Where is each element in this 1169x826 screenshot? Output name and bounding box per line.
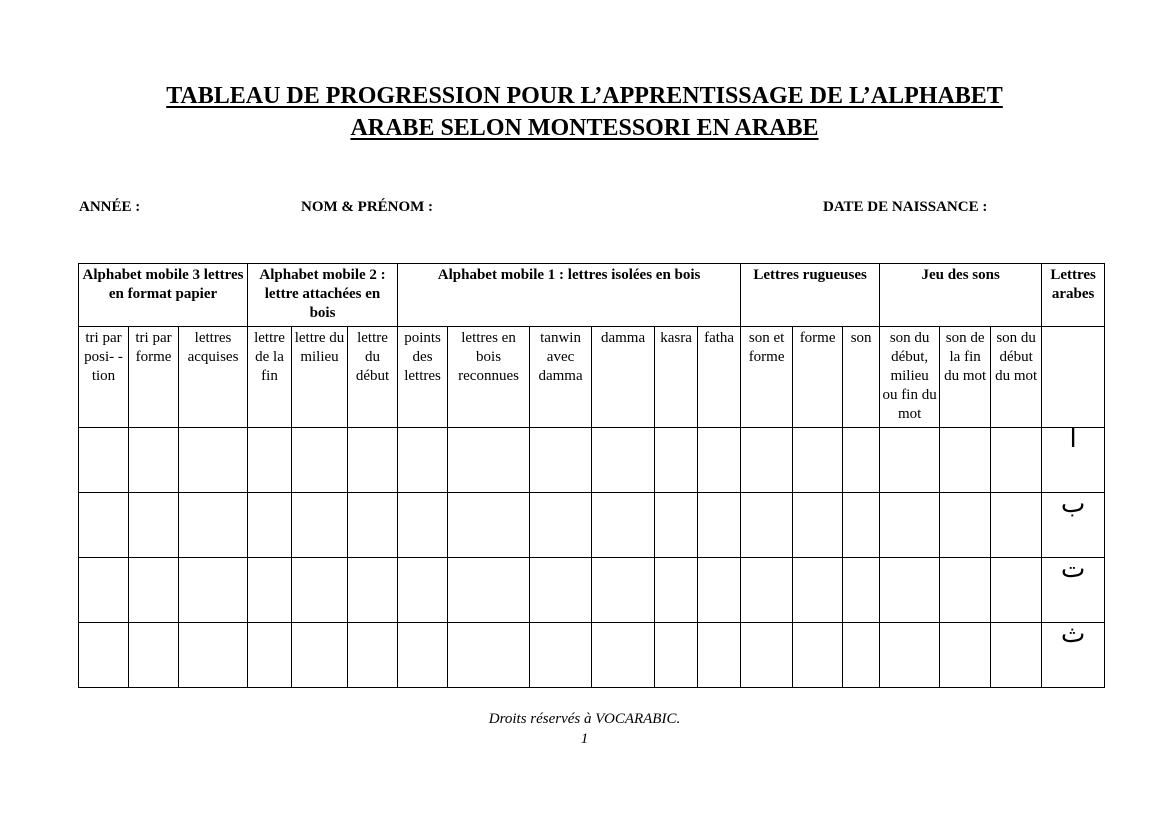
progress-cell[interactable] <box>592 493 655 558</box>
sub-forme: forme <box>793 327 843 428</box>
page-number: 1 <box>580 731 589 747</box>
progress-cell[interactable] <box>179 623 248 688</box>
progress-cell[interactable] <box>129 428 179 493</box>
progress-cell[interactable] <box>448 623 530 688</box>
progress-cell[interactable] <box>129 623 179 688</box>
progress-cell[interactable] <box>880 428 940 493</box>
progress-cell[interactable] <box>880 623 940 688</box>
progress-cell[interactable] <box>793 558 843 623</box>
arabic-letter-cell: ب <box>1042 493 1105 558</box>
sub-tanwin: tanwin avec damma <box>530 327 592 428</box>
copyright-note: Droits réservés à VOCARABIC. <box>488 711 681 727</box>
sub-fatha: fatha <box>698 327 741 428</box>
progress-cell[interactable] <box>592 623 655 688</box>
progress-cell[interactable] <box>79 428 129 493</box>
nom-prenom-label: NOM & PRÉNOM : <box>301 199 434 215</box>
letter-row <box>79 558 1105 623</box>
sub-son: son <box>843 327 880 428</box>
sub-son-debut: son du début du mot <box>991 327 1042 428</box>
arabic-letter-cell: ا <box>1042 428 1105 493</box>
title-line-2: ARABE SELON MONTESSORI EN ARABE <box>350 115 819 141</box>
progress-cell[interactable] <box>348 558 398 623</box>
arabic-letter-cell: ث <box>1042 623 1105 688</box>
progress-cell[interactable] <box>843 428 880 493</box>
progress-cell[interactable] <box>843 623 880 688</box>
letter-row <box>79 493 1105 558</box>
progress-cell[interactable] <box>880 558 940 623</box>
group-lettres-arabes: Lettres arabes <box>1042 264 1105 327</box>
progress-cell[interactable] <box>698 493 741 558</box>
progress-cell[interactable] <box>940 493 991 558</box>
progress-cell[interactable] <box>179 428 248 493</box>
progress-cell[interactable] <box>940 428 991 493</box>
progress-cell[interactable] <box>448 428 530 493</box>
progress-cell[interactable] <box>843 493 880 558</box>
progress-cell[interactable] <box>741 623 793 688</box>
arabic-letter-cell: ت <box>1042 558 1105 623</box>
progress-cell[interactable] <box>991 558 1042 623</box>
progress-cell[interactable] <box>530 493 592 558</box>
letter-row <box>79 623 1105 688</box>
sub-son-debut-milieu-fin: son du début, milieu ou fin du mot <box>880 327 940 428</box>
sub-lettre-debut: lettre du début <box>348 327 398 428</box>
progress-cell[interactable] <box>129 558 179 623</box>
progress-cell[interactable] <box>698 623 741 688</box>
progress-cell[interactable] <box>741 493 793 558</box>
progress-cell[interactable] <box>79 558 129 623</box>
progress-cell[interactable] <box>991 623 1042 688</box>
sub-lettre-fin: lettre de la fin <box>248 327 292 428</box>
sub-kasra: kasra <box>655 327 698 428</box>
group-alphabet-mobile-3: Alphabet mobile 3 lettres en format papier <box>79 264 248 327</box>
sub-tri-position: tri par posi- -tion <box>79 327 129 428</box>
letter-row <box>79 428 1105 493</box>
progression-table <box>78 263 1105 688</box>
progress-cell[interactable] <box>398 558 448 623</box>
progress-cell[interactable] <box>530 428 592 493</box>
progress-cell[interactable] <box>79 623 129 688</box>
progress-cell[interactable] <box>292 623 348 688</box>
progress-cell[interactable] <box>991 428 1042 493</box>
progress-cell[interactable] <box>698 428 741 493</box>
progress-cell[interactable] <box>292 428 348 493</box>
sub-son-forme: son et forme <box>741 327 793 428</box>
progress-cell[interactable] <box>991 493 1042 558</box>
page-title <box>0 80 1169 144</box>
progress-cell[interactable] <box>530 558 592 623</box>
progress-cell[interactable] <box>179 493 248 558</box>
progress-cell[interactable] <box>655 623 698 688</box>
progress-cell[interactable] <box>940 558 991 623</box>
progress-cell[interactable] <box>398 623 448 688</box>
progress-cell[interactable] <box>248 558 292 623</box>
sub-lettres-acquises: lettres acquises <box>179 327 248 428</box>
group-alphabet-mobile-2: Alphabet mobile 2 : lettre attachées en bois <box>248 264 398 327</box>
progress-cell[interactable] <box>292 493 348 558</box>
group-alphabet-mobile-1: Alphabet mobile 1 : lettres isolées en bois <box>398 264 741 327</box>
progress-cell[interactable] <box>248 493 292 558</box>
progress-cell[interactable] <box>292 558 348 623</box>
progress-cell[interactable] <box>79 493 129 558</box>
progress-cell[interactable] <box>348 428 398 493</box>
progress-cell[interactable] <box>530 623 592 688</box>
sub-damma: damma <box>592 327 655 428</box>
sub-lettres-arabes-blank <box>1042 327 1105 428</box>
progress-cell[interactable] <box>698 558 741 623</box>
sub-son-fin: son de la fin du mot <box>940 327 991 428</box>
progress-cell[interactable] <box>793 428 843 493</box>
progress-cell[interactable] <box>398 428 448 493</box>
sub-header-row <box>79 327 1105 428</box>
group-lettres-rugueuses: Lettres rugueuses <box>741 264 880 327</box>
date-naissance-label: DATE DE NAISSANCE : <box>823 199 988 215</box>
progress-cell[interactable] <box>793 493 843 558</box>
progress-cell[interactable] <box>398 493 448 558</box>
progress-cell[interactable] <box>348 493 398 558</box>
group-header-row <box>79 264 1105 327</box>
group-jeu-des-sons: Jeu des sons <box>880 264 1042 327</box>
progress-cell[interactable] <box>129 493 179 558</box>
progress-cell[interactable] <box>793 623 843 688</box>
progress-cell[interactable] <box>655 493 698 558</box>
progress-cell[interactable] <box>592 558 655 623</box>
progress-cell[interactable] <box>655 558 698 623</box>
progress-cell[interactable] <box>843 558 880 623</box>
progress-cell[interactable] <box>940 623 991 688</box>
progress-cell[interactable] <box>880 493 940 558</box>
progress-cell[interactable] <box>741 428 793 493</box>
progress-cell[interactable] <box>655 428 698 493</box>
progress-cell[interactable] <box>448 558 530 623</box>
sub-tri-forme: tri par forme <box>129 327 179 428</box>
sub-lettre-milieu: lettre du milieu <box>292 327 348 428</box>
sub-lettres-bois: lettres en bois reconnues <box>448 327 530 428</box>
progress-cell[interactable] <box>592 428 655 493</box>
progress-cell[interactable] <box>179 558 248 623</box>
progress-cell[interactable] <box>348 623 398 688</box>
sub-points-lettres: points des lettres <box>398 327 448 428</box>
title-line-1: TABLEAU DE PROGRESSION POUR L’APPRENTISSAGE DE L’ALPHABET <box>166 83 1003 109</box>
progress-cell[interactable] <box>448 493 530 558</box>
annee-label: ANNÉE : <box>79 199 141 215</box>
progress-cell[interactable] <box>741 558 793 623</box>
progress-cell[interactable] <box>248 428 292 493</box>
progress-cell[interactable] <box>248 623 292 688</box>
